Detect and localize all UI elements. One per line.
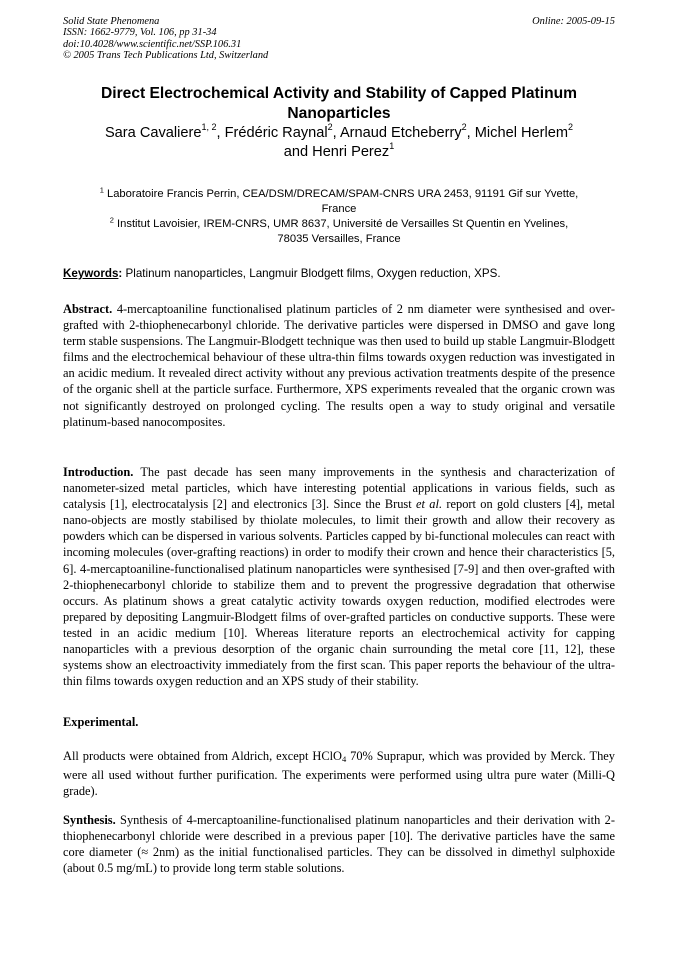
author-affil-sup: 2 [327, 122, 333, 133]
author-affil-sup: 2 [461, 122, 467, 133]
affiliation-number: 2 [109, 215, 114, 225]
paper-title-line1: Direct Electrochemical Activity and Stability of Capped Platinum [100, 85, 577, 102]
abstract-text: 4-mercaptoaniline functionalised platinum particles of 2 nm diameter were synthesised and over-grafted with 2-thiophenecarbonyl chloride. The derivative particles were dispersed in DMSO and gave long term stable suspensions. The Langmuir-Blodgett technique was then used to build up stable Langmuir-Blodgett films and the electrochemical behaviour of these ultra-thin films towards oxygen reduction was investigated in an acidic medium. It revealed direct activity without any previous activation treatments despite of the presence of the organic shell at the particle surface. Furthermore, XPS experiments revealed that the organic crown was not significantly destroyed on prolonged cycling. The results open a way to study original and versatile platinum-based nanocomposites. [63, 302, 615, 429]
experimental-text-cont: 70% Suprapur, which was provided by Merck. They were all used without further purification. The experiments were performed using ultra pure water (Milli-Q grade). [63, 749, 615, 799]
author-name: , Michel Herlem [466, 125, 569, 141]
journal-header [63, 16, 268, 62]
author-name: and Henri Perez [283, 144, 390, 160]
author-name: Sara Cavaliere [104, 125, 202, 141]
author-list [63, 124, 615, 162]
author-line2 [63, 143, 615, 162]
author-name: , Arnaud Etcheberry [332, 125, 462, 141]
journal-name: Solid State Phenomena [63, 16, 160, 27]
keywords-text: Platinum nanoparticles, Langmuir Blodgett films, Oxygen reduction, XPS. [122, 267, 501, 280]
synthesis-text: Synthesis of 4-mercaptoaniline-functionalised platinum nanoparticles and their derivation with 2-thiophenecarbonyl chloride were described in a previous paper [10]. The derivative particles have the same core diameter (≈ 2nm) as the initial functionalised particles. They can be dissolved in dimethyl sulphoxide (about 0.5 mg/mL) to provide long term stable solutions. [63, 813, 615, 876]
introduction-etal: et al. [416, 497, 443, 512]
author-line1 [63, 124, 615, 143]
journal-copyright: © 2005 Trans Tech Publications Ltd, Switzerland [63, 50, 269, 62]
abstract-paragraph [63, 301, 615, 430]
introduction-text: The past decade has seen many improvements in the synthesis and characterization of nanometer-sized metal particles, which have interesting potential applications in various fields, such as catalysis [1], electrocatalysis [2] and electronics [3]. Since the Brust [63, 465, 615, 512]
author-affil-sup: 1, 2 [201, 122, 217, 133]
journal-doi: doi:10.4028/www.scientific.net/SSP.106.31 [63, 38, 242, 50]
online-date: Online: 2005-09-15 [532, 16, 615, 27]
experimental-subscript: 4 [341, 754, 347, 764]
affiliation-number: 1 [99, 185, 104, 195]
experimental-text: All products were obtained from Aldrich, except HClO [63, 749, 342, 763]
affiliations [63, 187, 615, 247]
introduction-text-cont: report on gold clusters [4], metal nano-objects are mostly stabilised by thiolate molecules, to limit their growth and allow their recovery as powders which can be dispersed in various solvents. Particles capped by bi-functional molecules can react with incoming molecules (over-grafting reactions) in order to modify their crown and hence their characteristics [5, 6]. 4-mercaptoaniline-functionalised platinum nanoparticles were synthesised [7-9] and then over-grafted with 2-thiophenecarbonyl chloride to stabilize them and to prevent the progressive degradation that otherwise occurs. As platinum shows a great catalytic activity towards oxygen reduction, modified electrodes were prepared by depositing Langmuir-Blodgett films of over-grafted particles on conductive supports. These were tested in an acidic medium [10]. Whereas literature reports an electrochemical activity for capping nanoparticles with a previous desorption of the organic chain surrounding the metal core [11, 12], these systems show an electroactivity immediately from the first scan. This paper reports the behaviour of the ultra-thin films towards oxygen reduction and an XPS study of their stability. [63, 497, 615, 689]
author-name: , Frédéric Raynal [216, 125, 328, 141]
affiliation-text: Laboratoire Francis Perrin, CEA/DSM/DRECAM/SPAM-CNRS URA 2453, 91191 Gif sur Yvette, [103, 188, 579, 200]
keywords-label: Keywords [63, 267, 119, 280]
affiliation-2-cont: 78035 Versailles, France [277, 233, 401, 245]
experimental-paragraph [63, 748, 615, 799]
keywords-separator: : [118, 267, 123, 280]
affiliation-1-cont: France [321, 203, 357, 215]
keywords [63, 266, 615, 281]
author-affil-sup: 1 [389, 141, 395, 152]
paper-title-line2: Nanoparticles [287, 105, 391, 122]
experimental-heading: Experimental. [63, 715, 139, 729]
introduction-label: Introduction. [63, 465, 134, 479]
affiliation-2 [63, 217, 615, 232]
author-affil-sup: 2 [568, 122, 574, 133]
synthesis-paragraph [63, 812, 615, 876]
abstract-label: Abstract. [63, 302, 113, 316]
paper-title [63, 84, 615, 124]
affiliation-1 [63, 187, 615, 202]
affiliation-text: Institut Lavoisier, IREM-CNRS, UMR 8637, Université de Versailles St Quentin en Yvelines, [113, 218, 569, 230]
introduction-paragraph [63, 464, 615, 689]
journal-issn: ISSN: 1662-9779, Vol. 106, pp 31-34 [63, 27, 217, 39]
synthesis-label: Synthesis. [63, 813, 116, 827]
